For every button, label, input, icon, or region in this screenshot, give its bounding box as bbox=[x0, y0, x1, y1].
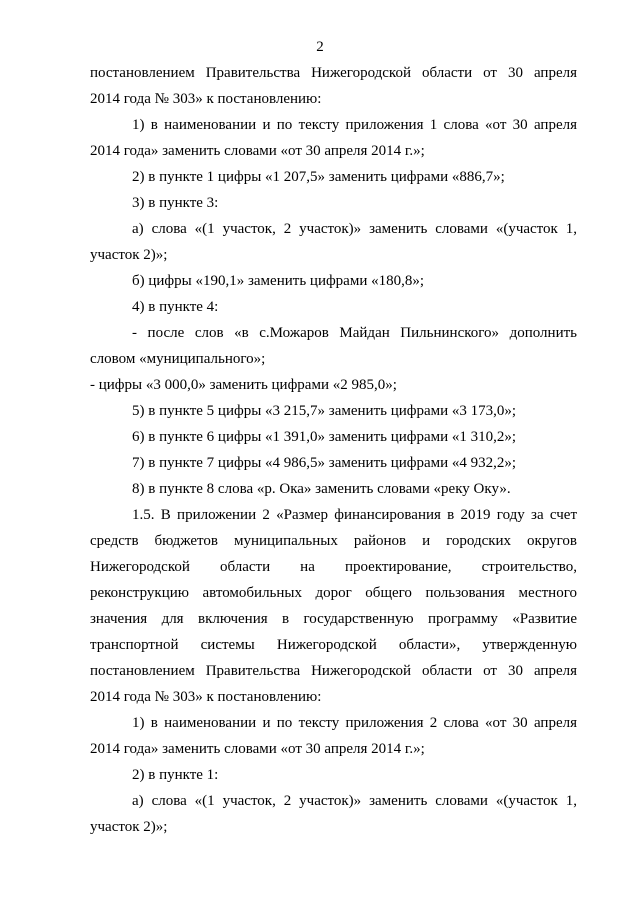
text-line: реконструкцию автомобильных дорог общего пользования местного bbox=[90, 585, 577, 601]
dash-item: - после слов «в с.Можаров Майдан Пильнинского» дополнить bbox=[132, 325, 577, 341]
text-line: участок 2)»; bbox=[90, 819, 168, 835]
list-item-1: 1) в наименовании и по тексту приложения 1 слова «от 30 апреля bbox=[132, 117, 577, 133]
text-line: участок 2)»; bbox=[90, 247, 168, 263]
text-line: 2014 года» заменить словами «от 30 апреля 2014 г.»; bbox=[90, 741, 425, 757]
list-item-7: 7) в пункте 7 цифры «4 986,5» заменить цифрами «4 932,2»; bbox=[132, 455, 517, 471]
sub-item-a: а) слова «(1 участок, 2 участок)» заменить словами «(участок 1, bbox=[132, 793, 577, 809]
text-line: Нижегородской области на проектирование, строительство, bbox=[90, 559, 577, 575]
sub-item-b: б) цифры «190,1» заменить цифрами «180,8»; bbox=[132, 273, 425, 289]
text-line: словом «муниципального»; bbox=[90, 351, 266, 367]
list-item-5: 5) в пункте 5 цифры «3 215,7» заменить цифрами «3 173,0»; bbox=[132, 403, 517, 419]
list-item-3: 3) в пункте 3: bbox=[132, 195, 219, 211]
list-item-2: 2) в пункте 1: bbox=[132, 767, 219, 783]
text-line: транспортной системы Нижегородской области», утвержденную bbox=[90, 637, 577, 653]
text-line: значения для включения в государственную программу «Развитие bbox=[90, 611, 577, 627]
text-line: 2014 года» заменить словами «от 30 апреля 2014 г.»; bbox=[90, 143, 425, 159]
text-line: 2014 года № 303» к постановлению: bbox=[90, 689, 322, 705]
dash-item: - цифры «3 000,0» заменить цифрами «2 985,0»; bbox=[90, 377, 397, 393]
list-item-2: 2) в пункте 1 цифры «1 207,5» заменить цифрами «886,7»; bbox=[132, 169, 505, 185]
list-item-4: 4) в пункте 4: bbox=[132, 299, 219, 315]
document-body bbox=[90, 60, 577, 840]
sub-item-a: а) слова «(1 участок, 2 участок)» заменить словами «(участок 1, bbox=[132, 221, 577, 237]
text-line: постановлением Правительства Нижегородской области от 30 апреля bbox=[90, 65, 577, 81]
list-item-6: 6) в пункте 6 цифры «1 391,0» заменить цифрами «1 310,2»; bbox=[132, 429, 517, 445]
text-line: средств бюджетов муниципальных районов и городских округов bbox=[90, 533, 577, 549]
text-line: постановлением Правительства Нижегородской области от 30 апреля bbox=[90, 663, 577, 679]
page-number: 2 bbox=[316, 39, 324, 55]
text-line: 2014 года № 303» к постановлению: bbox=[90, 91, 322, 107]
list-item-1: 1) в наименовании и по тексту приложения 2 слова «от 30 апреля bbox=[132, 715, 577, 731]
section-1-5: 1.5. В приложении 2 «Размер финансирования в 2019 году за счет bbox=[132, 507, 577, 523]
list-item-8: 8) в пункте 8 слова «р. Ока» заменить словами «реку Оку». bbox=[132, 481, 511, 497]
